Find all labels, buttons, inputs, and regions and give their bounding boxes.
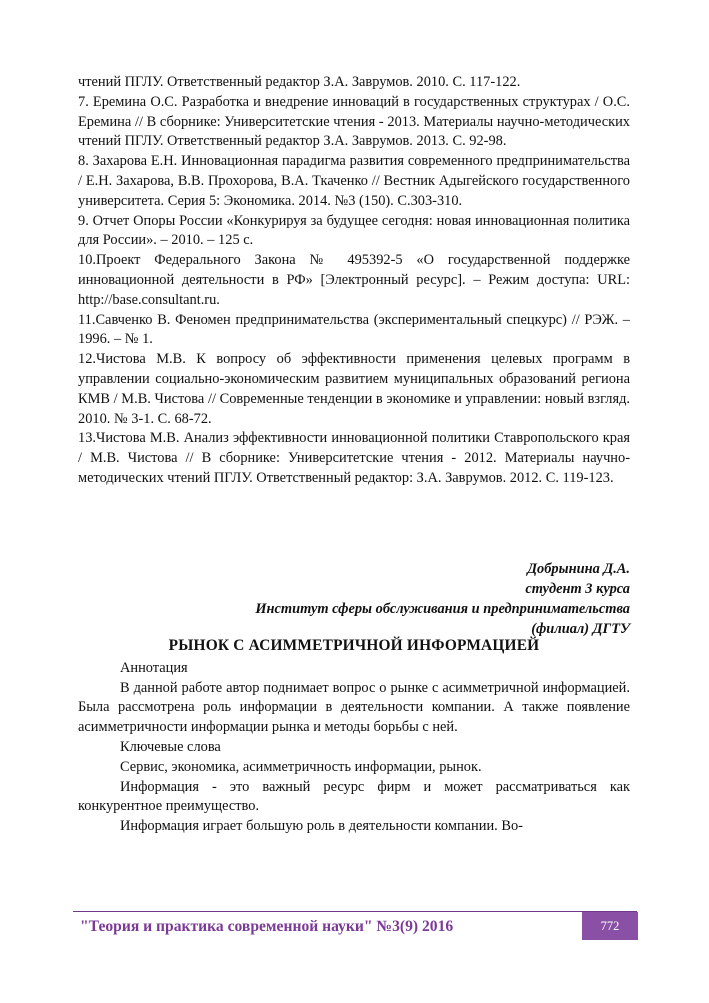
page-content [78, 73, 630, 837]
keywords-text: Сервис, экономика, асимметричность информации, рынок. [120, 758, 482, 775]
author-branch: (филиал) ДГТУ [531, 620, 630, 637]
annotation-text: В данной работе автор поднимает вопрос о рынке с асимметричной информацией. Была рассмотрена роль информации в деятельности компании. А также появление асимметричности информации рынка и методы борьбы с ней. [78, 679, 630, 736]
body-paragraph: Информация - это важный ресурс фирм и может рассматриваться как конкурентное преимущество. [78, 778, 630, 815]
reference-item: 8. Захарова Е.Н. Инновационная парадигма развития современного предпринимательства / Е.Н. Захарова, В.В. Прохорова, В.А. Ткаченко // Вестник Адыгейского государственного университета. Серия 5: Экономика. 2014. №3 (150). С.303-310. [78, 153, 630, 209]
author-position: студент 3 курса [525, 580, 630, 597]
reference-item: 10.Проект Федерального Закона № 495392-5 «О государственной поддержке инновационной деятельности в РФ» [Электронный ресурс]. – Режим доступа: URL: http://base.consultant.ru. [78, 252, 630, 308]
reference-item: чтений ПГЛУ. Ответственный редактор З.А. Заврумов. 2010. С. 117-122. [78, 74, 521, 90]
body-paragraph: Информация играет большую роль в деятельности компании. Во- [120, 818, 523, 835]
author-institute: Институт сферы обслуживания и предпринимательства [255, 600, 630, 617]
author-name: Добрынина Д.А. [527, 560, 630, 577]
annotation-label: Аннотация [120, 659, 188, 676]
reference-item: 7. Еремина О.С. Разработка и внедрение инноваций в государственных структурах / О.С. Еремина // В сборнике: Университетские чтения - 2013. Материалы научно-методических чтений ПГЛУ. Ответственный редактор З.А. Заврумов. 2013. С. 92-98. [78, 93, 630, 150]
journal-footer: "Теория и практика современной науки" №3(9) 2016 [80, 918, 454, 935]
page-number-badge [582, 912, 638, 940]
reference-list [78, 73, 630, 489]
author-block [78, 559, 630, 639]
reference-item: 11.Савченко В. Феномен предпринимательства (экспериментальный спецкурс) // РЭЖ. –1996. – № 1. [78, 311, 630, 348]
page-number: 772 [600, 918, 620, 933]
article-title: РЫНОК С АСИММЕТРИЧНОЙ ИНФОРМАЦИЕЙ [168, 636, 540, 654]
reference-item: 13.Чистова М.В. Анализ эффективности инновационной политики Ставропольского края / М.В. Чистова // В сборнике: Университетские чтения - 2012. Материалы научно-методических чтений ПГЛУ. Ответственный редактор: З.А. Заврумов. 2012. С. 119-123. [78, 430, 630, 486]
footer-divider [73, 911, 637, 912]
keywords-label: Ключевые слова [120, 738, 221, 755]
reference-item: 12.Чистова М.В. К вопросу об эффективности применения целевых программ в управлении социально-экономическим развитием муниципальных образований региона КМВ / М.В. Чистова // Современные тенденции в экономике и управлении: новый взгляд. 2010. № 3-1. С. 68-72. [78, 351, 630, 427]
reference-item: 9. Отчет Опоры России «Конкурируя за будущее сегодня: новая инновационная политика для России». – 2010. – 125 с. [78, 212, 630, 249]
